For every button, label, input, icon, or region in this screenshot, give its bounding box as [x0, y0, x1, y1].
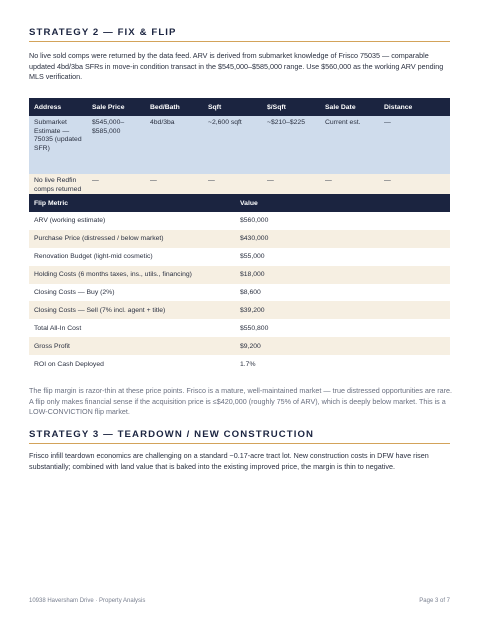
flip-metrics-table	[29, 194, 450, 373]
table-cell: $545,000–$585,000	[87, 116, 145, 174]
table-cell: —	[145, 174, 203, 199]
metrics-header-row	[29, 194, 450, 212]
strategy-3-body: Frisco infill teardown economics are challenging on a standard ~0.17-acre tract lot. New construction costs in DFW have risen substantially; combined with land value that is baked into the existing improved price, the margin is thin to negative.	[29, 451, 429, 471]
column-header: Address	[29, 98, 87, 116]
metric-label: Total All-In Cost	[29, 319, 235, 337]
table-cell: —	[379, 116, 450, 174]
comps-header-row	[29, 98, 450, 116]
table-cell: Submarket Estimate — 75035 (updated SFR)	[29, 116, 87, 174]
table-cell: —	[203, 174, 262, 199]
table-row	[29, 319, 450, 337]
metric-label: Closing Costs — Sell (7% incl. agent + title)	[29, 301, 235, 319]
table-row	[29, 355, 450, 373]
column-header: Value	[235, 194, 450, 212]
metric-label: Closing Costs — Buy (2%)	[29, 284, 235, 302]
table-row	[29, 248, 450, 266]
table-row	[29, 266, 450, 284]
strategy-2-intro: No live sold comps were returned by the data feed. ARV is derived from submarket knowledge of Frisco 75035 — comparable updated 4bd/3ba SFRs in move-in condition transact in the $545,000–$585,000 range. Use $560,000 as the working ARV pending MLS verification.	[29, 51, 444, 82]
metric-value: $18,000	[235, 266, 450, 284]
metric-value: $560,000	[235, 212, 450, 230]
column-header: Sale Date	[320, 98, 379, 116]
metric-value: $55,000	[235, 248, 450, 266]
table-cell: —	[87, 174, 145, 199]
metric-label: Purchase Price (distressed / below market)	[29, 230, 235, 248]
table-cell: 4bd/3ba	[145, 116, 203, 174]
table-row	[29, 337, 450, 355]
strategy-2-heading: STRATEGY 2 — FIX & FLIP	[29, 27, 177, 38]
table-cell: No live Redfin comps returned	[29, 174, 87, 199]
column-header: Distance	[379, 98, 450, 116]
metric-value: $9,200	[235, 337, 450, 355]
section-divider	[29, 41, 450, 42]
metric-label: ROI on Cash Deployed	[29, 355, 235, 373]
table-row	[29, 116, 450, 174]
comps-table	[29, 98, 450, 199]
strategy-3-heading: STRATEGY 3 — TEARDOWN / NEW CONSTRUCTION	[29, 429, 315, 440]
column-header: Flip Metric	[29, 194, 235, 212]
metric-value: $8,600	[235, 284, 450, 302]
table-cell: ~$210–$225	[262, 116, 320, 174]
flip-margin-note: The flip margin is razor-thin at these price points. Frisco is a mature, well-maintained market — true distressed opportunities are rare. A flip only makes financial sense if the acquisition price is ≤$420,000 (roughly 75% of ARV), which is deeply below market. This is a LOW-CONVICTION flip market.	[29, 386, 453, 417]
table-row	[29, 230, 450, 248]
metric-value: $39,200	[235, 301, 450, 319]
table-cell: ~2,600 sqft	[203, 116, 262, 174]
table-cell: Current est.	[320, 116, 379, 174]
metric-value: 1.7%	[235, 355, 450, 373]
table-cell: —	[262, 174, 320, 199]
section-divider	[29, 443, 450, 444]
table-cell: —	[379, 174, 450, 199]
footer-page-number: Page 3 of 7	[419, 598, 450, 604]
column-header: Sale Price	[87, 98, 145, 116]
metric-label: Holding Costs (6 months taxes, ins., utils., financing)	[29, 266, 235, 284]
footer-property-title: 10938 Haversham Drive · Property Analysis	[29, 598, 146, 604]
column-header: Sqft	[203, 98, 262, 116]
metric-label: Gross Profit	[29, 337, 235, 355]
table-row	[29, 212, 450, 230]
metric-value: $550,800	[235, 319, 450, 337]
table-row	[29, 284, 450, 302]
metric-label: ARV (working estimate)	[29, 212, 235, 230]
metric-value: $430,000	[235, 230, 450, 248]
column-header: Bed/Bath	[145, 98, 203, 116]
table-row	[29, 301, 450, 319]
column-header: $/Sqft	[262, 98, 320, 116]
table-cell: —	[320, 174, 379, 199]
metric-label: Renovation Budget (light-mid cosmetic)	[29, 248, 235, 266]
